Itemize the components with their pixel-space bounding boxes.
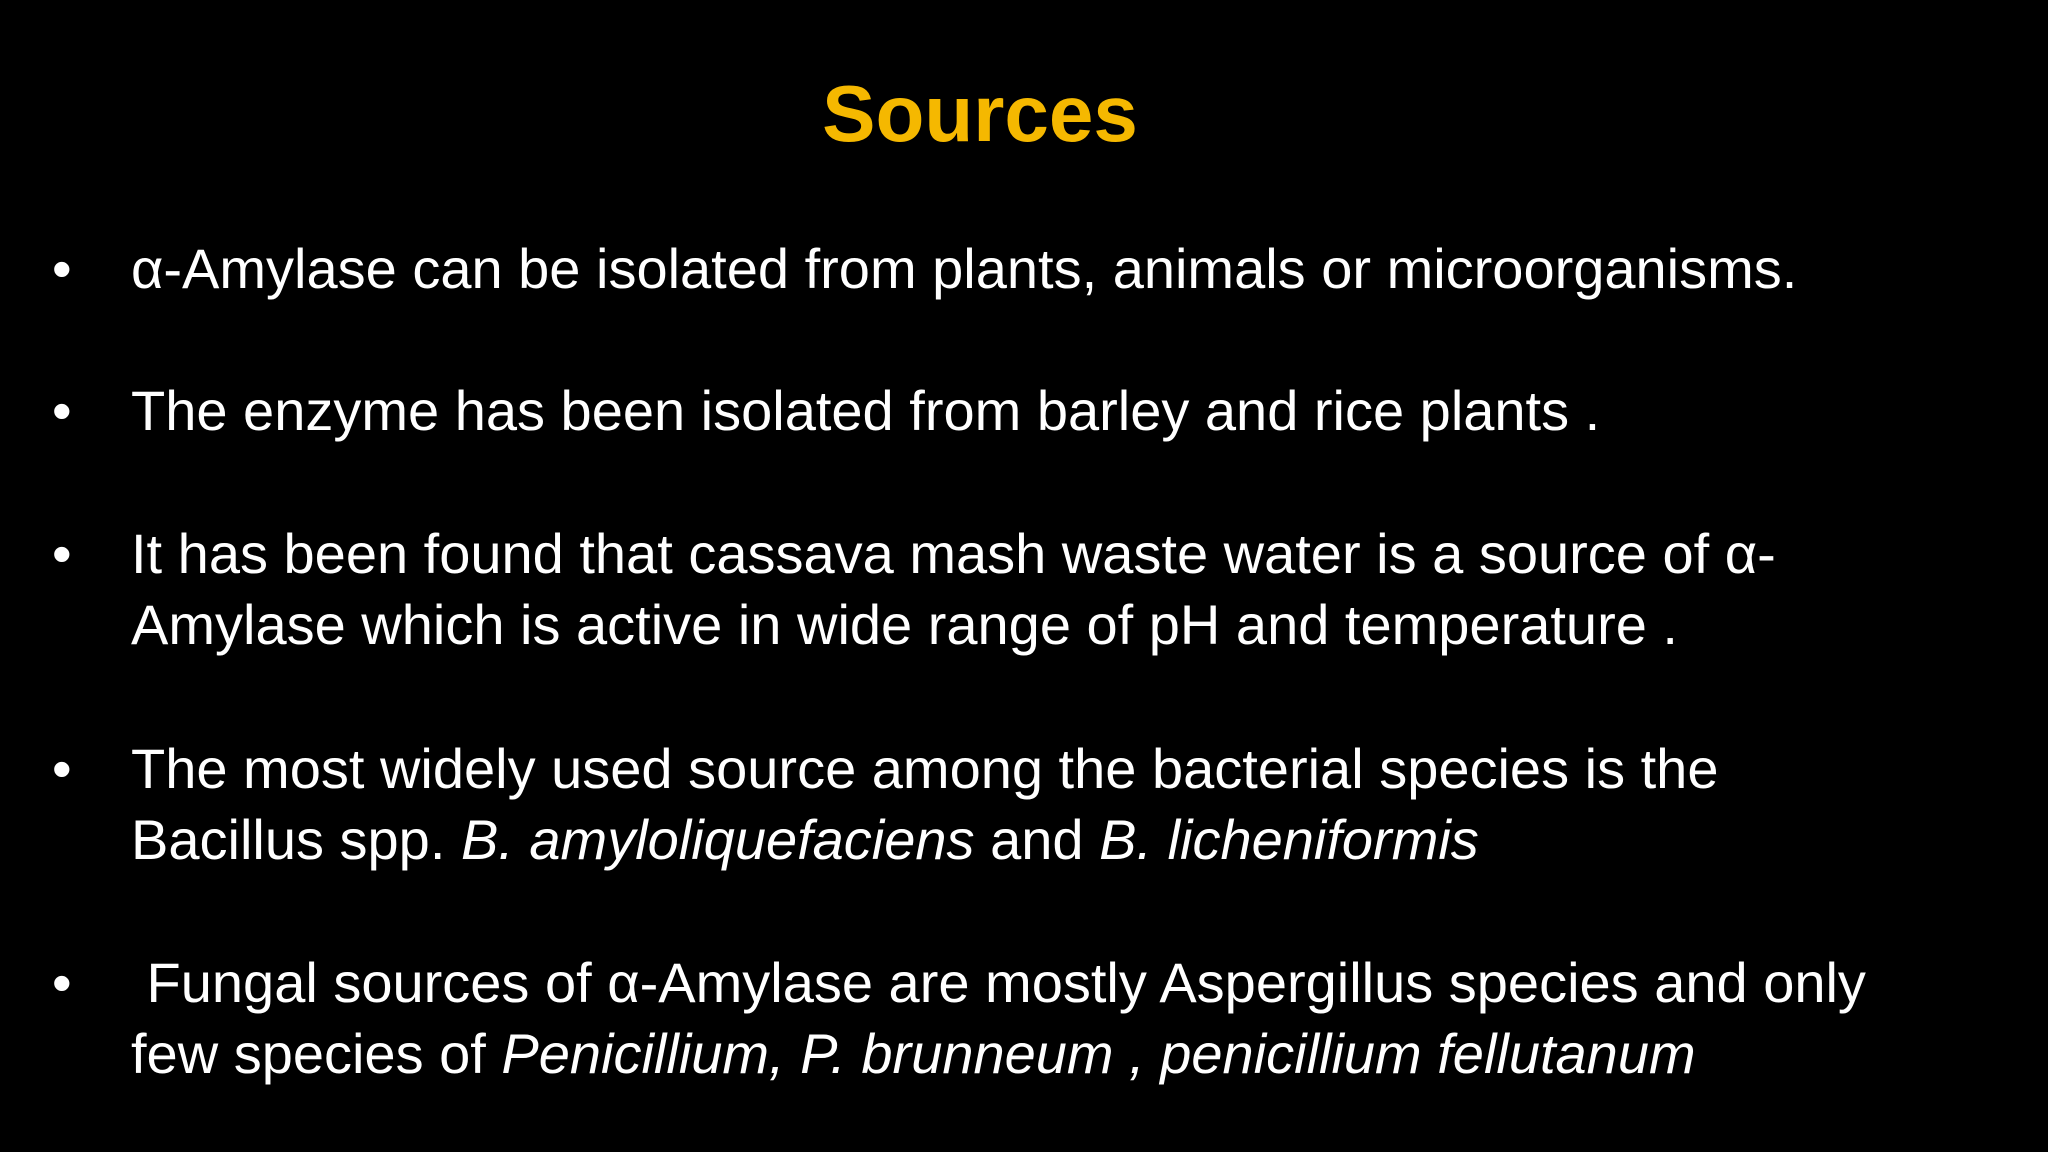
bullet-dot: • [52,951,72,1014]
bullet-text-segment: few species of [131,1022,502,1085]
species-name-italic: B. licheniformis [1099,808,1479,871]
bullet-text [131,375,2011,446]
bullet-text [131,947,2011,1089]
species-name-italic: Penicillium, P. brunneum , penicillium fellutanum [501,1022,1696,1085]
bullet-text-segment: Bacillus spp. [131,808,461,871]
slide-title: Sources [822,69,1138,158]
bullet-line: It has been found that cassava mash waste water is a source of α- [131,522,1776,585]
bullet-line: Fungal sources of α-Amylase are mostly Aspergillus species and only [131,951,1866,1014]
bullet-text [131,233,2011,304]
bullet-line [131,1018,2011,1089]
species-name-italic: B. amyloliquefaciens [460,808,975,871]
bullet-line [131,804,2011,875]
bullet-dot: • [52,737,72,800]
bullet-dot: • [52,522,72,585]
bullet-line: α-Amylase can be isolated from plants, animals or microorganisms. [131,237,1798,300]
bullet-line: The most widely used source among the bacterial species is the [131,737,1719,800]
bullet-line: The enzyme has been isolated from barley and rice plants . [131,379,1601,442]
bullet-dot: • [52,237,72,300]
bullet-text-segment: and [974,808,1100,871]
bullet-line: Amylase which is active in wide range of pH and temperature . [131,593,1678,656]
bullet-dot: • [52,379,72,442]
bullet-text [131,733,2011,875]
bullet-text [131,518,2011,660]
